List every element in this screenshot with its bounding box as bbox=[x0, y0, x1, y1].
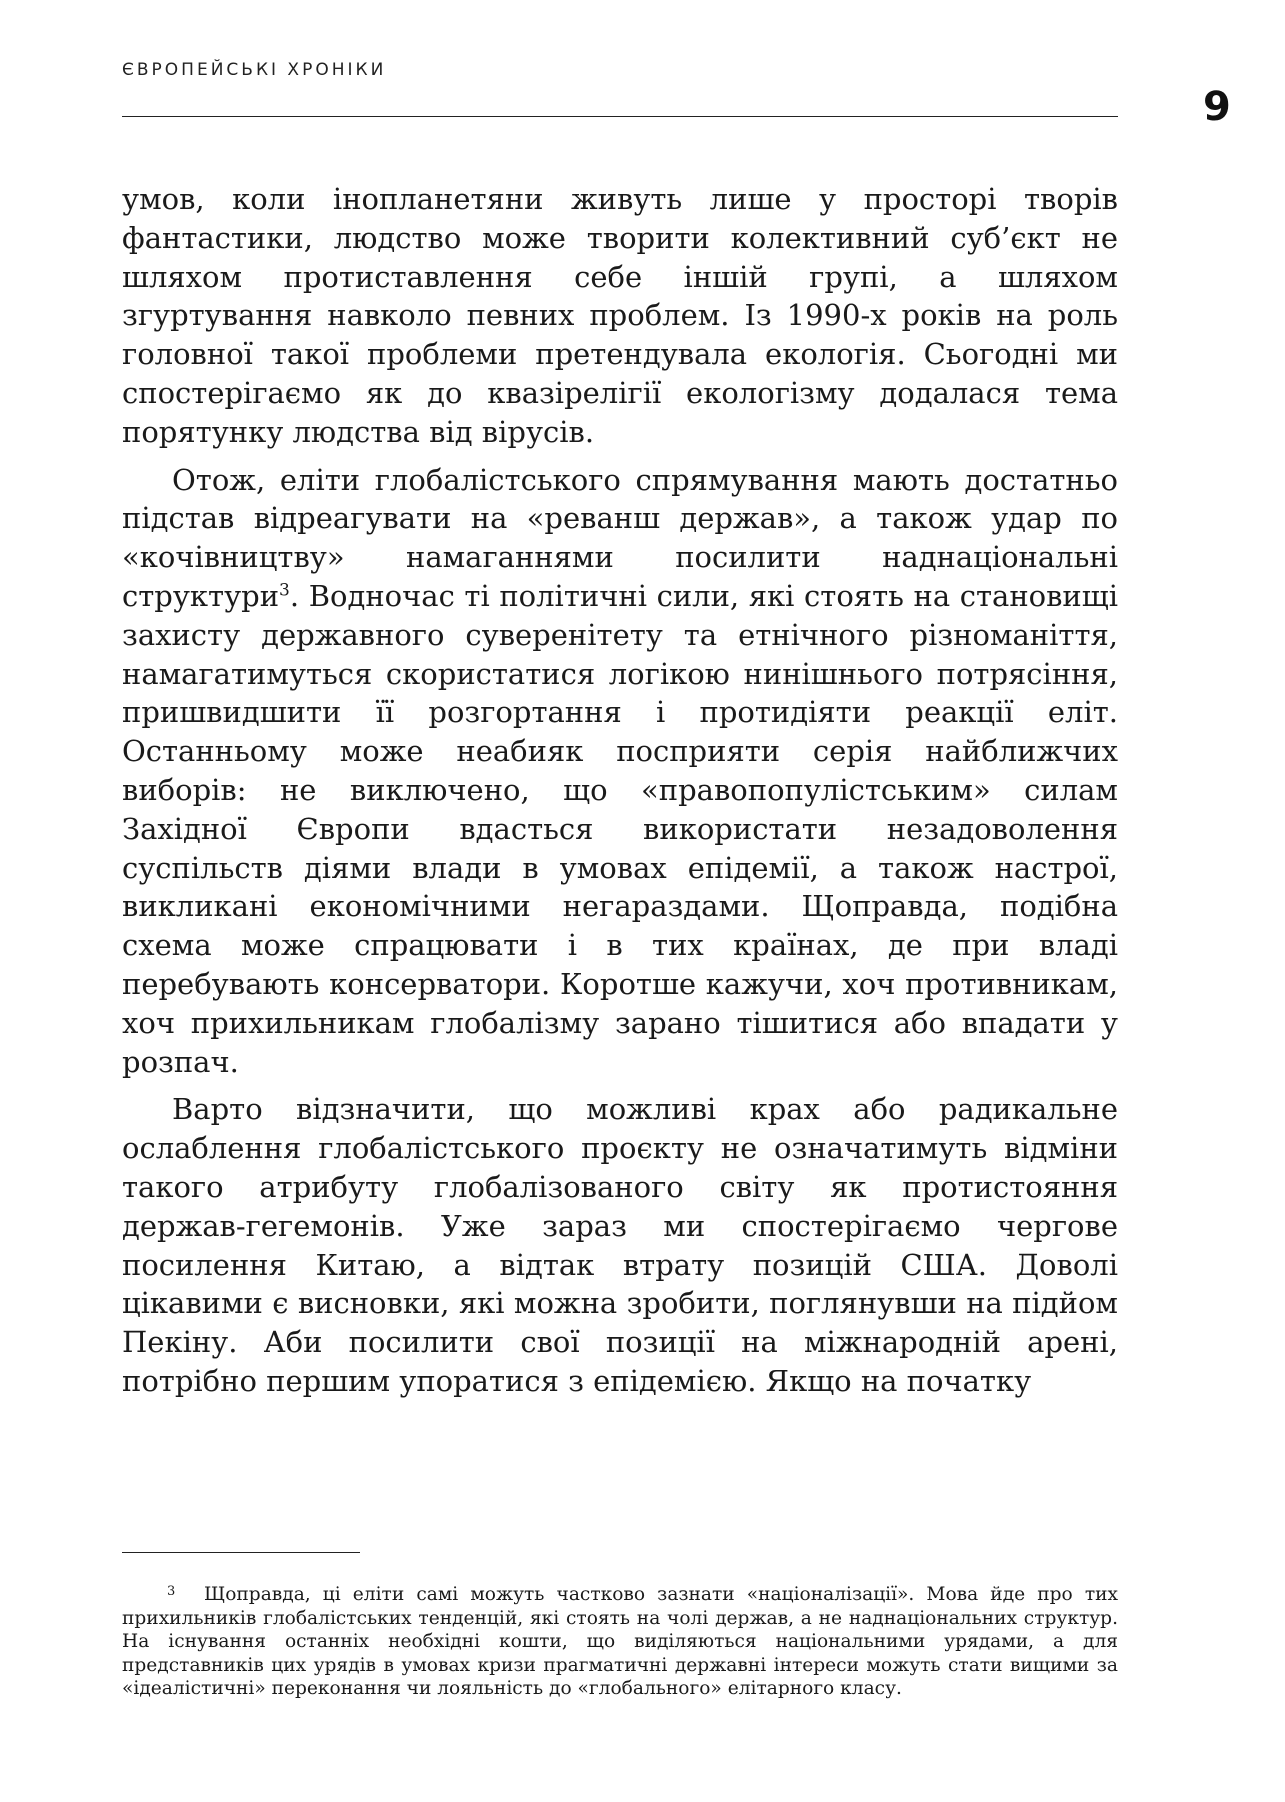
running-header: ЄВРОПЕЙСЬКІ ХРОНІКИ bbox=[122, 60, 387, 80]
footnote-rule bbox=[122, 1552, 360, 1553]
footnote-text: Щоправда, ці еліти самі можуть частково зазнати «націоналізації». Мова йде про тих прихильників глобалістських тенденцій, які стоять на чолі держав, а не наднаціональних структур. На існування останніх необхідні кошти, що виділяються національними урядами, а для представників цих урядів в умовах кризи прагматичні державні інтереси можуть стати вищими за «ідеалістичні» переконання чи лояльність до «глобального» елітарного класу. bbox=[122, 1584, 1118, 1700]
page-number: 9 bbox=[1203, 84, 1231, 130]
paragraph-1: умов, коли інопланетяни живуть лише у просторі творів фантастики, людство може творити колективний суб’єкт не шляхом протиставлення себе іншій групі, а шляхом згуртування навколо певних проблем. Із 1990-х років на роль головної такої проблеми претендувала екологія. Сьогодні ми спостерігаємо як до квазірелігії екологізму додалася тема порятунку людства від вірусів. bbox=[122, 182, 1118, 449]
paragraph-2 bbox=[122, 461, 1118, 1082]
footnote bbox=[122, 1580, 1118, 1701]
header-rule bbox=[122, 116, 1118, 117]
footnote-reference[interactable]: 3 bbox=[279, 580, 290, 601]
footnote-mark: 3 bbox=[167, 1584, 176, 1599]
paragraph-2-part-b: . Водночас ті політичні сили, які стоять на становищі захисту державного суверенітету та етнічного різноманіття, намагатимуться скористатися логікою нинішнього потрясіння, пришвидшити її розгортання і протидіяти реакції еліт. Останньому може неабияк посприяти серія найближчих виборів: не виключено, що «правопопулістським» силам Західної Європи вдасться використати незадоволення суспільств діями влади в умовах епідемії, а також настрої, викликані економічними негараздами. Щоправда, подібна схема може спрацювати і в тих країнах, де при владі перебувають консерватори. Коротше кажучи, хоч противникам, хоч прихильникам глобалізму зарано тішитися або впадати у розпач. bbox=[122, 578, 1118, 1079]
paragraph-2-part-a: Отож, еліти глобалістського спрямування мають достатньо підстав відреагувати на «реванш держав», а також удар по «кочівництву» намаганнями посилити наднаціональні структури bbox=[122, 462, 1118, 613]
main-text bbox=[122, 180, 1118, 1401]
paragraph-3: Варто відзначити, що можливі крах або радикальне ослаблення глобалістського проєкту не означатимуть відміни такого атрибуту глобалізованого світу як протистояння держав-гегемонів. Уже зараз ми спостерігаємо чергове посилення Китаю, а відтак втрату позицій США. Доволі цікавими є висновки, які можна зробити, поглянувши на підйом Пекіну. Аби посилити свої позиції на міжнародній арені, потрібно першим упоратися з епідемією. Якщо на початку bbox=[122, 1092, 1118, 1398]
